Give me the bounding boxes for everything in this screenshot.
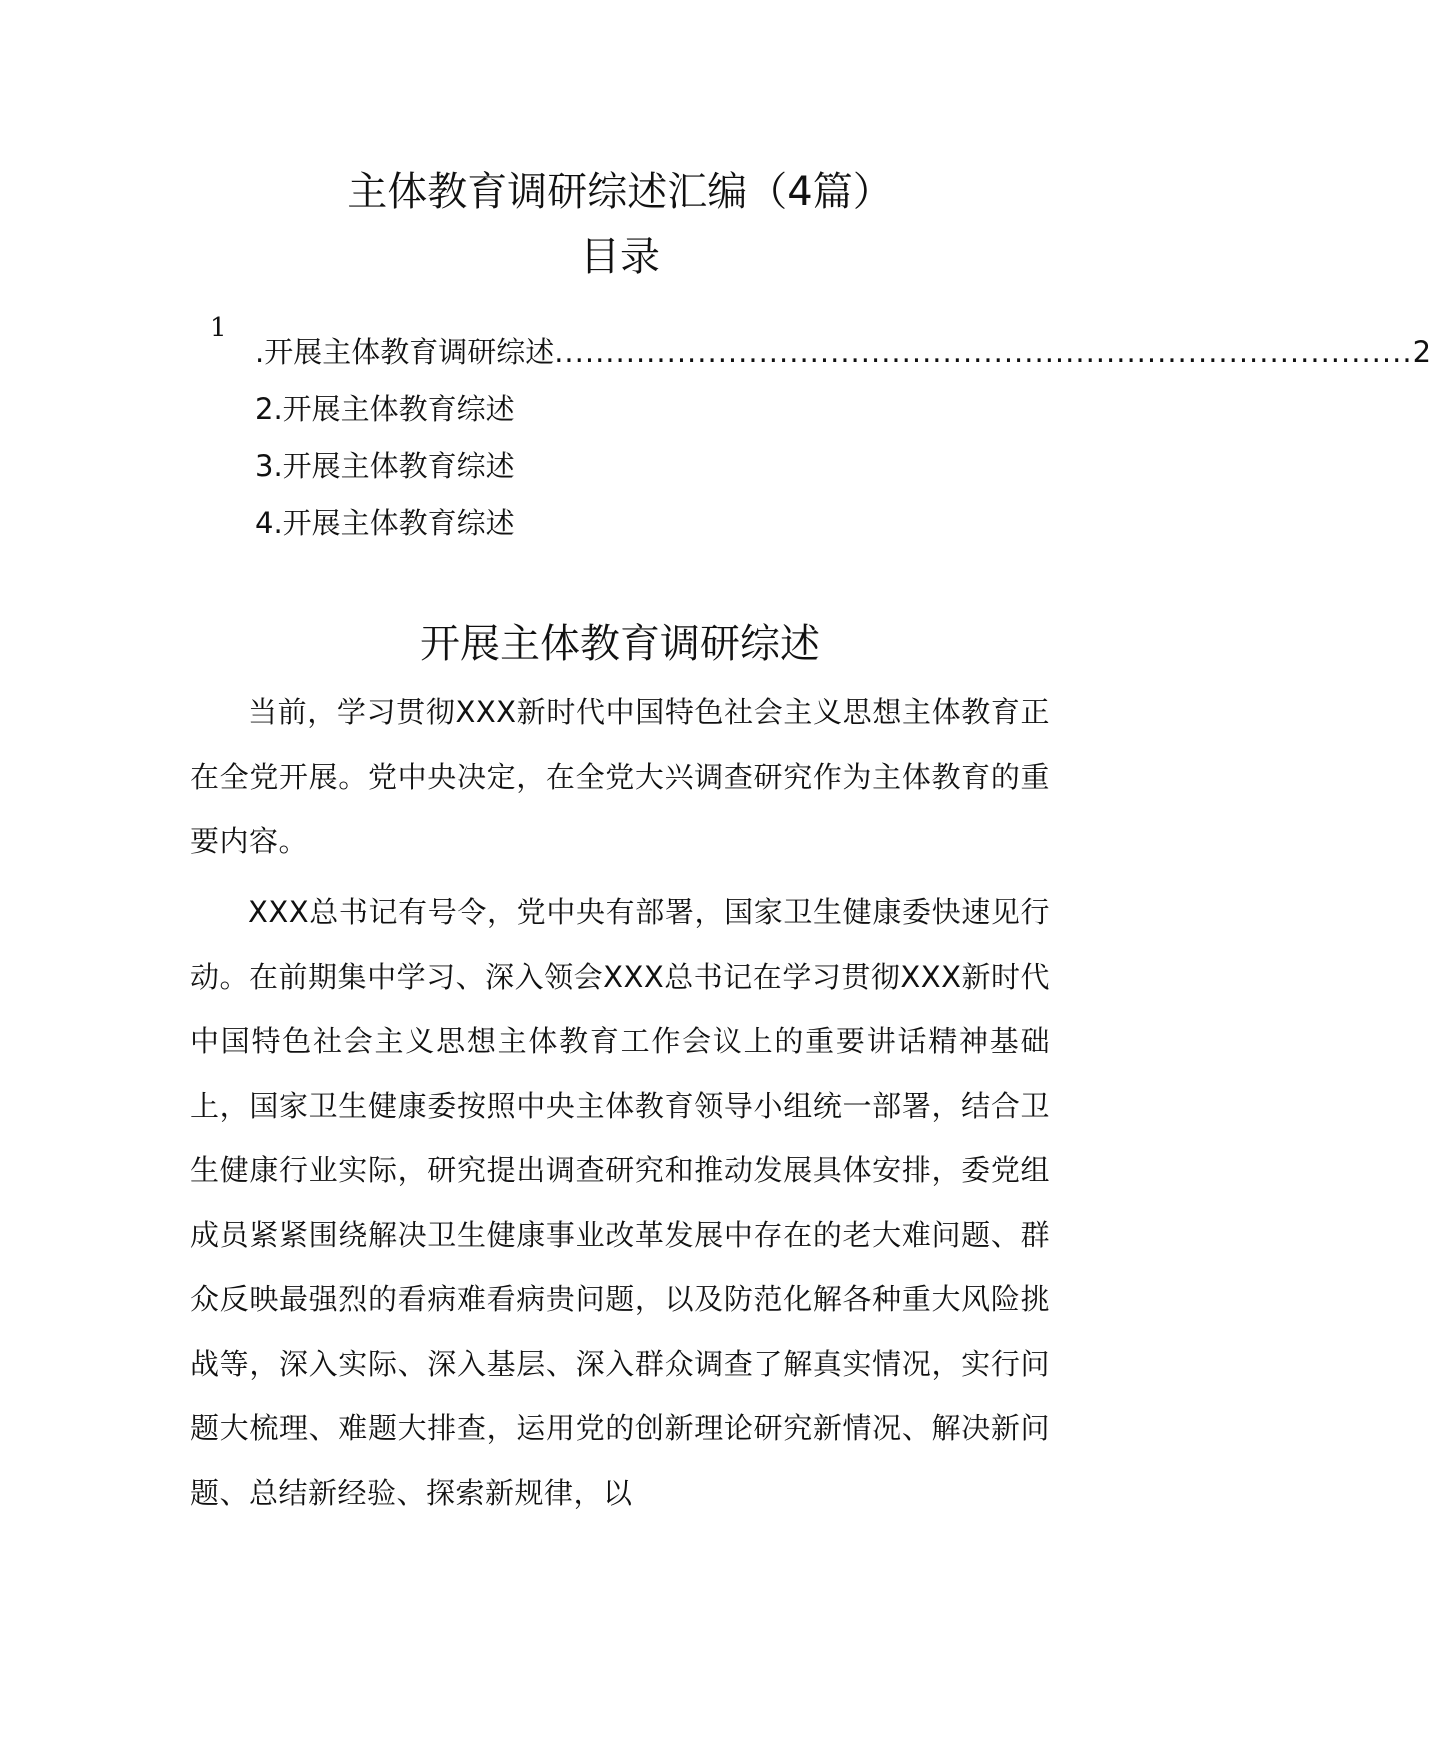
toc-item-4[interactable]: [255, 503, 1045, 543]
toc-item-2[interactable]: [255, 389, 1045, 429]
toc-leader-dots: ....................................................................................: [554, 335, 1413, 369]
toc-heading: 目录: [580, 234, 660, 280]
body-paragraph-2: XXX总书记有号令，党中央有部署，国家卫生健康委快速见行动。在前期集中学习、深入领会XXX总书记在学习贯彻XXX新时代中国特色社会主义思想主体教育工作会议上的重要讲话精神基础上，国家卫生健康委按照中央主体教育领导小组统一部署，结合卫生健康行业实际，研究提出调查研究和推动发展具体安排，委党组成员紧紧围绕解决卫生健康事业改革发展中存在的老大难问题、群众反映最强烈的看病难看病贵问题，以及防范化解各种重大风险挑战等，深入实际、深入基层、深入群众调查了解真实情况，实行问题大梳理、难题大排查，运用党的创新理论研究新情况、解决新问题、总结新经验、探索新规律，以: [190, 895, 1050, 1510]
page-marker: 1: [210, 313, 227, 343]
body-paragraph-1: 当前，学习贯彻XXX新时代中国特色社会主义思想主体教育正在全党开展。党中央决定，在全党大兴调查研究作为主体教育的重要内容。: [190, 695, 1050, 858]
toc-item-label: 3.开展主体教育综述: [255, 449, 515, 483]
toc-page-number: 2: [1412, 335, 1431, 369]
toc-item-label: 2.开展主体教育综述: [255, 392, 515, 426]
toc-item-label: 4.开展主体教育综述: [255, 506, 515, 540]
toc-item-label: .开展主体教育调研综述: [255, 335, 555, 369]
section-title: 开展主体教育调研综述: [420, 621, 820, 667]
toc-item-3[interactable]: [255, 446, 1045, 486]
document-title: 主体教育调研综述汇编（4篇）: [347, 169, 893, 215]
toc-item-1[interactable]: [255, 332, 1431, 372]
